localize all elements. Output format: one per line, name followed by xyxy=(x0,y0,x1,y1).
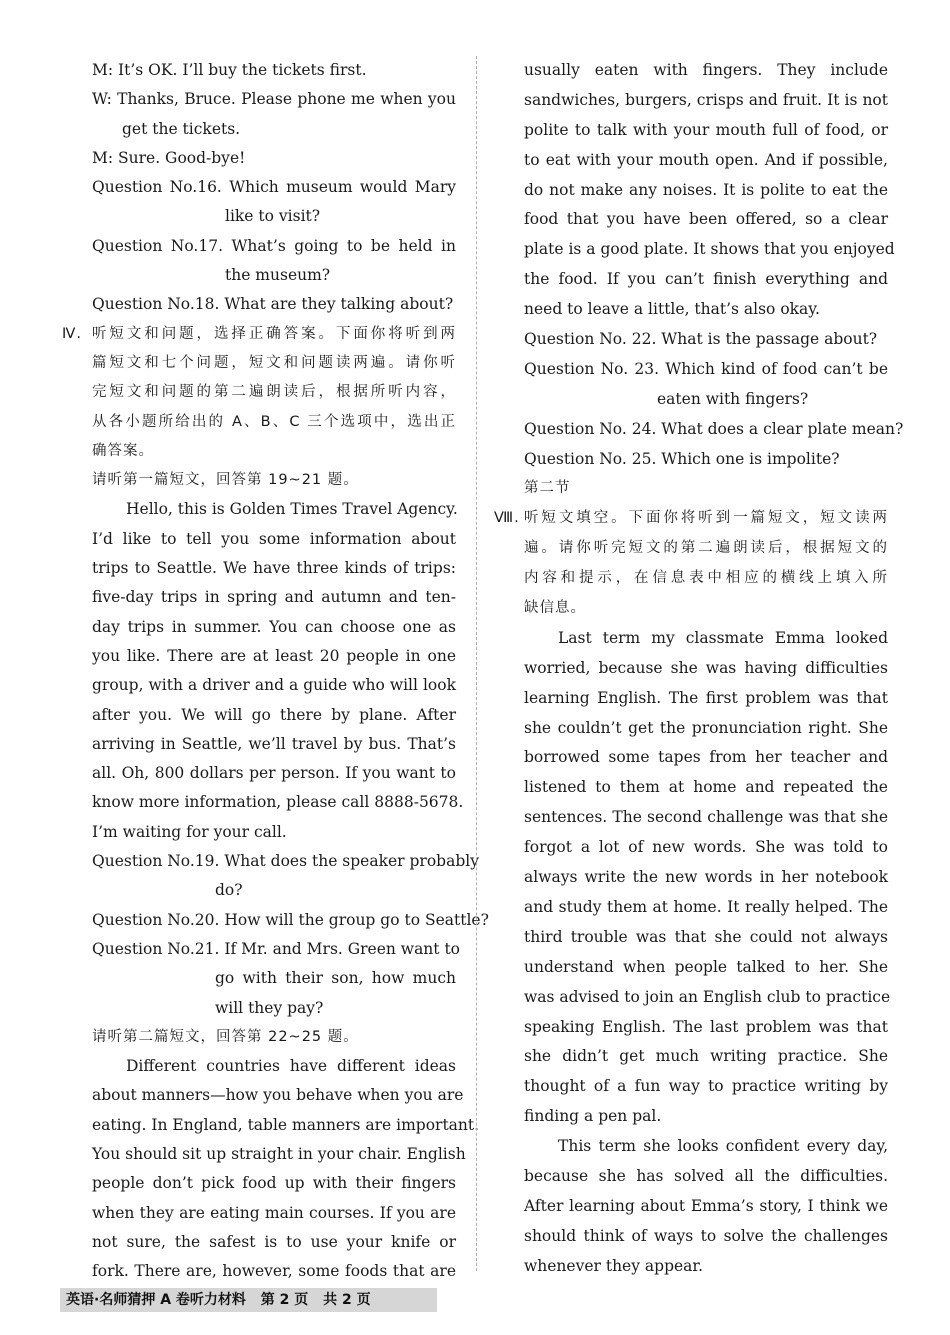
question-line: Question No.19. What does the speaker probably xyxy=(92,852,479,871)
passage-line: fork. There are, however, some foods that are xyxy=(92,1262,456,1281)
question-line: do? xyxy=(215,881,243,900)
column-divider xyxy=(476,56,477,1271)
section-instruction: 完短文和问题的第二遍朗读后，根据所听内容， xyxy=(92,384,456,401)
section-instruction: 从各小题所给出的 A、B、C 三个选项中，选出正 xyxy=(92,413,456,430)
passage-line: sandwiches, burgers, crisps and fruit. It is not xyxy=(524,90,888,109)
passage-line: You should sit up straight in your chair. English xyxy=(92,1144,466,1163)
passage-line: you like. There are at least 20 people in one xyxy=(92,646,456,665)
passage-line: sentences. The second challenge was that she xyxy=(524,808,888,827)
section-instruction: Ⅷ. 听短文填空。下面你将听到一篇短文，短文读两 xyxy=(524,504,888,534)
passage-line: arriving in Seattle, we’ll travel by bus. That’s xyxy=(92,734,456,753)
passage-line: thought of a fun way to practice writing by xyxy=(524,1077,888,1096)
footer-total-pages: 共 2 页 xyxy=(323,1292,371,1308)
passage-line: I’m waiting for your call. xyxy=(92,822,287,841)
passage-line: all. Oh, 800 dollars per person. If you want to xyxy=(92,764,456,783)
passage-line: always write the new words in her notebook xyxy=(524,868,888,887)
passage-line: and study them at home. It really helped. The xyxy=(524,897,888,916)
question-line: like to visit? xyxy=(225,207,321,226)
passage-line: This term she looks confident every day, xyxy=(558,1137,888,1156)
question-line: Question No.18. What are they talking about? xyxy=(92,295,454,314)
passage-line: finding a pen pal. xyxy=(524,1107,662,1126)
section-instruction: Ⅳ. 听短文和问题，选择正确答案。下面你将听到两 xyxy=(92,320,456,349)
passage-line: day trips in summer. You can choose one as xyxy=(92,617,456,636)
passage-line: about manners—how you behave when you are xyxy=(92,1086,464,1105)
passage-line: worried, because she was having difficulties xyxy=(524,658,888,677)
passage-line: because she has solved all the difficulties. xyxy=(524,1166,888,1185)
question-line: Question No.21. If Mr. and Mrs. Green want to xyxy=(92,939,461,958)
passage-line: trips to Seattle. We have three kinds of trips: xyxy=(92,559,456,578)
passage-line: know more information, please call 8888-5678. xyxy=(92,793,464,812)
passage-line: people don’t pick food up with their fingers xyxy=(92,1174,456,1193)
passage-line: she couldn’t get the pronunciation right. She xyxy=(524,718,888,737)
passage-line: group, with a driver and a guide who will look xyxy=(92,676,456,695)
passage-line: polite to talk with your mouth full of food, or xyxy=(524,120,888,139)
passage-line: do not make any noises. It is polite to eat the xyxy=(524,180,888,199)
passage-line: food that you have been offered, so a clear xyxy=(524,210,888,229)
footer-page-number: 第 2 页 xyxy=(260,1292,309,1308)
passage-line: was advised to join an English club to practice xyxy=(524,987,891,1006)
passage-line: should think of ways to solve the challenges xyxy=(524,1226,888,1245)
section-number: Ⅷ. xyxy=(494,510,520,527)
text-line: get the tickets. xyxy=(122,119,241,138)
question-line: Question No.17. What’s going to be held in xyxy=(92,236,456,255)
question-line: the museum? xyxy=(225,266,331,285)
passage-line: to eat with your mouth open. And if possible, xyxy=(524,150,888,169)
section-instruction: 缺信息。 xyxy=(524,600,586,617)
passage-line: Hello, this is Golden Times Travel Agency. xyxy=(126,500,458,519)
passage-line: when they are eating main courses. If you are xyxy=(92,1203,456,1222)
question-line: Question No.20. How will the group go to Seattle? xyxy=(92,910,489,929)
question-line: eaten with fingers? xyxy=(657,389,809,408)
question-line: go with their son, how much xyxy=(215,969,456,988)
text-line: W: Thanks, Bruce. Please phone me when you xyxy=(92,90,456,109)
question-line: Question No.16. Which museum would Mary xyxy=(92,178,456,197)
passage-line: usually eaten with fingers. They include xyxy=(524,61,888,79)
page-footer xyxy=(60,1288,437,1312)
question-line: Question No. 23. Which kind of food can’t be xyxy=(524,359,888,378)
passage-line: not sure, the safest is to use your knife or xyxy=(92,1232,456,1251)
text-line: M: It’s OK. I’ll buy the tickets first. xyxy=(92,61,367,79)
passage-line: forgot a lot of new words. She was told to xyxy=(524,838,888,857)
passage-line: borrowed some tapes from her teacher and xyxy=(524,748,888,767)
passage-line: After learning about Emma’s story, I think we xyxy=(524,1196,888,1215)
passage-line: listened to them at home and repeated the xyxy=(524,778,888,797)
passage-line: she didn’t get much writing practice. She xyxy=(524,1047,888,1066)
footer-title: 英语·名师猜押 A 卷听力材料 xyxy=(66,1292,246,1308)
section-instruction: 内容和提示，在信息表中相应的横线上填入所 xyxy=(524,570,888,587)
subsection-heading: 第二节 xyxy=(524,480,571,497)
passage-line: Different countries have different ideas xyxy=(126,1057,456,1076)
question-line: Question No. 22. What is the passage about? xyxy=(524,330,878,349)
question-line: will they pay? xyxy=(215,998,324,1017)
text-line: M: Sure. Good-bye! xyxy=(92,148,246,167)
passage-line: speaking English. The last problem was that xyxy=(524,1017,888,1036)
passage-heading: 请听第二篇短文，回答第 22~25 题。 xyxy=(92,1028,359,1045)
right-column xyxy=(494,56,904,1282)
passage-line: learning English. The first problem was that xyxy=(524,688,888,707)
passage-line: understand when people talked to her. She xyxy=(524,957,888,976)
section-instruction: 确答案。 xyxy=(92,442,154,459)
question-line: Question No. 24. What does a clear plate mean? xyxy=(524,419,904,438)
passage-line: whenever they appear. xyxy=(524,1256,704,1275)
section-instruction: 篇短文和七个问题，短文和问题读两遍。请你听 xyxy=(92,354,456,371)
passage-heading: 请听第一篇短文，回答第 19~21 题。 xyxy=(92,472,359,489)
question-line: Question No. 25. Which one is impolite? xyxy=(524,449,840,468)
passage-line: third trouble was that she could not always xyxy=(524,927,888,946)
passage-line: need to leave a little, that’s also okay. xyxy=(524,300,820,319)
passage-line: plate is a good plate. It shows that you enjoyed xyxy=(524,240,895,259)
passage-line: eating. In England, table manners are important. xyxy=(92,1115,480,1134)
left-column xyxy=(62,56,489,1286)
passage-line: the food. If you can’t finish everything and xyxy=(524,270,888,289)
section-instruction: 遍。请你听完短文的第二遍朗读后，根据短文的 xyxy=(524,540,888,557)
passage-line: Last term my classmate Emma looked xyxy=(558,628,888,647)
passage-line: I’d like to tell you some information about xyxy=(92,529,456,548)
section-number: Ⅳ. xyxy=(62,325,82,342)
passage-line: five-day trips in spring and autumn and ten- xyxy=(92,588,456,607)
passage-line: after you. We will go there by plane. After xyxy=(92,705,456,724)
